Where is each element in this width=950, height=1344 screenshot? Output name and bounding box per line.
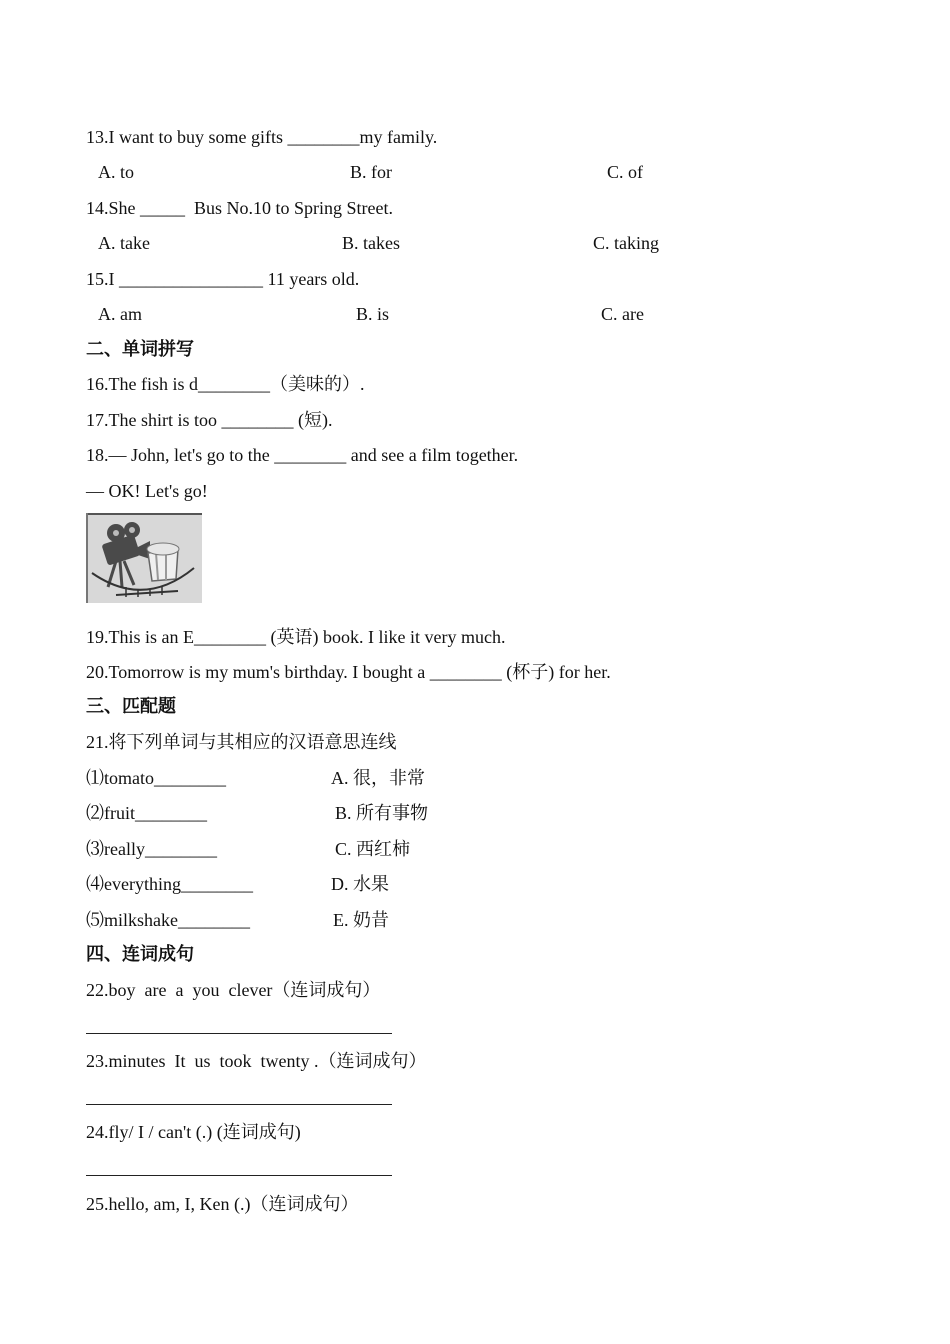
q17: 17.The shirt is too ________ (短). xyxy=(86,410,333,430)
cinema-icon xyxy=(86,513,202,603)
cinema-picture xyxy=(86,513,202,603)
q20: 20.Tomorrow is my mum's birthday. I bought a ________ (杯子) for her. xyxy=(86,662,611,682)
q14-option-b: B. takes xyxy=(342,233,400,253)
q14-stem: 14.She _____ Bus No.10 to Spring Street. xyxy=(86,198,394,218)
match-right-a: A. 很，非常 xyxy=(331,768,425,788)
q18-stem: 18.— John, let's go to the ________ and see a film together. xyxy=(86,445,519,465)
q19: 19.This is an E________ (英语) book. I like it very much. xyxy=(86,627,506,647)
q21-stem: 21.将下列单词与其相应的汉语意思连线 xyxy=(86,732,397,752)
match-right-e: E. 奶昔 xyxy=(333,910,389,930)
q13-option-b: B. for xyxy=(350,162,392,182)
section-heading-spelling: 二、单词拼写 xyxy=(86,339,194,360)
q25: 25.hello, am, I, Ken (.)（连词成句） xyxy=(86,1194,359,1214)
match-left-2: ⑵fruit________ xyxy=(86,803,207,823)
q15-option-a: A. am xyxy=(98,304,142,324)
section-heading-matching: 三、匹配题 xyxy=(86,696,176,717)
section-heading-sentence: 四、连词成句 xyxy=(86,944,194,965)
q22: 22.boy are a you clever（连词成句） xyxy=(86,980,381,1000)
q24: 24.fly/ I / can't (.) (连词成句) xyxy=(86,1122,301,1142)
q23: 23.minutes It us took twenty .（连词成句） xyxy=(86,1051,427,1071)
match-left-1: ⑴tomato________ xyxy=(86,768,226,788)
q13-stem: 13.I want to buy some gifts ________my family. xyxy=(86,127,438,147)
q22-answer-line[interactable] xyxy=(86,1033,392,1034)
q15-option-c: C. are xyxy=(601,304,644,324)
match-left-4: ⑷everything________ xyxy=(86,874,253,894)
q24-answer-line[interactable] xyxy=(86,1175,392,1176)
match-left-3: ⑶really________ xyxy=(86,839,217,859)
match-right-c: C. 西红柿 xyxy=(335,839,411,859)
q14-option-a: A. take xyxy=(98,233,150,253)
q13-option-a: A. to xyxy=(98,162,134,182)
q13-option-c: C. of xyxy=(607,162,643,182)
q14-option-c: C. taking xyxy=(593,233,659,253)
match-right-b: B. 所有事物 xyxy=(335,803,429,823)
q18-reply: — OK! Let's go! xyxy=(86,481,208,501)
match-left-5: ⑸milkshake________ xyxy=(86,910,250,930)
q15-option-b: B. is xyxy=(356,304,390,324)
match-right-d: D. 水果 xyxy=(331,874,389,894)
q23-answer-line[interactable] xyxy=(86,1104,392,1105)
q15-stem: 15.I ________________ 11 years old. xyxy=(86,269,360,289)
q16: 16.The fish is d________（美味的）. xyxy=(86,374,365,394)
